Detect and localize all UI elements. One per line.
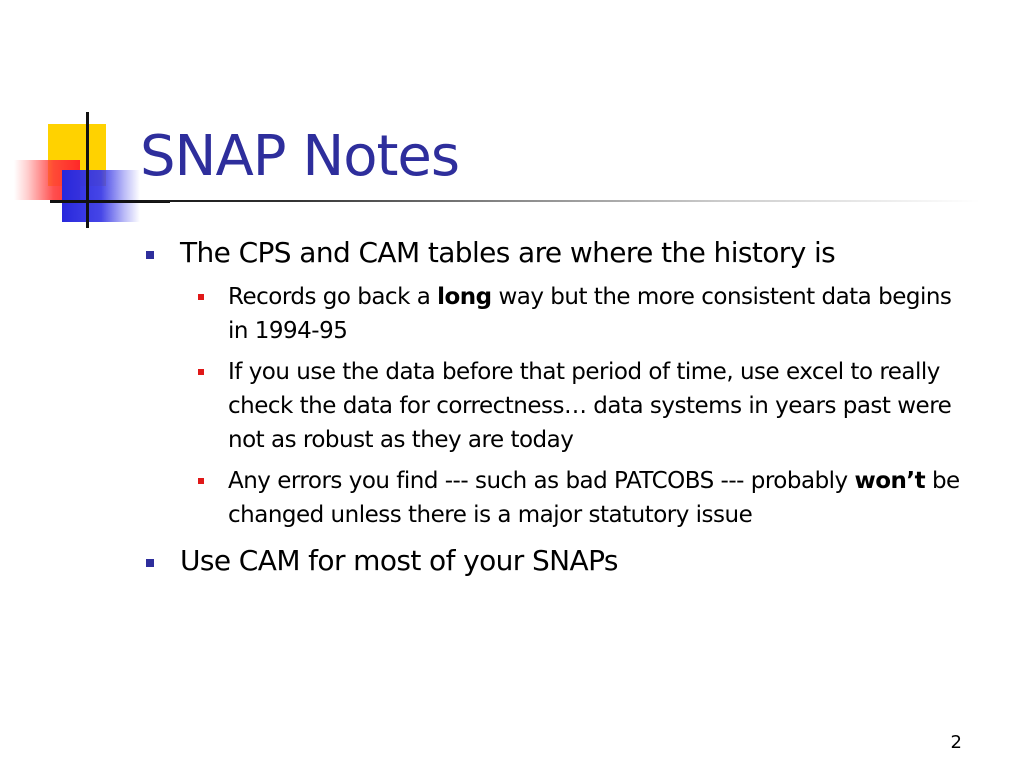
logo-vertical-line — [86, 112, 89, 228]
slide-content — [142, 234, 1002, 588]
bullet-text: The CPS and CAM tables are where the history is — [180, 236, 836, 269]
text-run: Records go back a — [228, 284, 438, 310]
page-number: 2 — [950, 732, 962, 753]
square-bullet-icon — [198, 294, 204, 300]
sub-bullet-item — [142, 464, 962, 532]
slide-title: SNAP Notes — [140, 124, 460, 189]
sub-bullet-text — [188, 464, 962, 532]
text-run: If you use the data before that period of time, use excel to really check the data for correctness… data systems in years past were not as robust as they are today — [228, 359, 952, 453]
bullet-text: Use CAM for most of your SNAPs — [180, 544, 618, 577]
text-run: Any errors you find --- such as bad PATCOBS --- probably — [228, 468, 855, 494]
bold-text-run: won’t — [854, 468, 926, 494]
slide-logo-decoration — [0, 0, 150, 240]
square-bullet-icon — [198, 369, 204, 375]
title-underline — [120, 200, 980, 202]
sub-bullet-text — [188, 280, 962, 348]
bullet-item — [142, 234, 1002, 272]
square-bullet-icon — [146, 559, 154, 567]
square-bullet-icon — [198, 478, 204, 484]
text-run: way but the more consistent data begins in 1994-95 — [228, 284, 952, 344]
square-bullet-icon — [146, 251, 154, 259]
bullet-item — [142, 542, 1002, 580]
text-run: be changed unless there is a major statutory issue — [228, 468, 960, 528]
sub-bullet-item — [142, 355, 962, 457]
sub-bullet-text — [188, 355, 962, 457]
sub-bullet-item — [142, 280, 962, 348]
logo-blue-square — [62, 170, 140, 222]
bold-text-run: long — [437, 284, 492, 310]
sub-bullet-list — [142, 280, 1002, 532]
